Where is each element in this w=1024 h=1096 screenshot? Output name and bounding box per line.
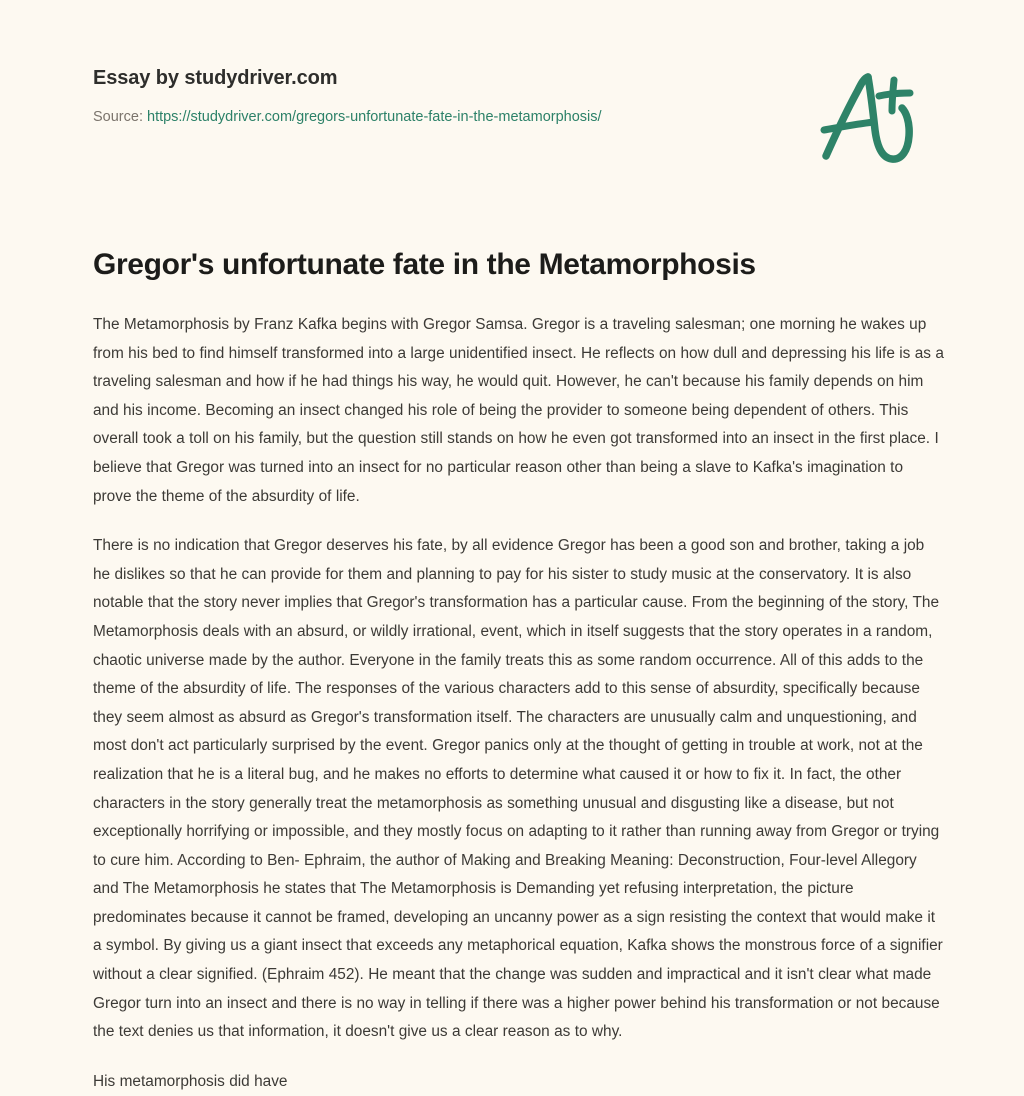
body-paragraph: There is no indication that Gregor deserves his fate, by all evidence Gregor has been a good son and brother, taking a job he dislikes so that he can provide for them and planning to pay for his sister to study music at the conservatory. It is also notable that the story never implies that Gregor's transformation has a particular cause. From the beginning of the story, The Metamorphosis deals with an absurd, or wildly irrational, event, which in itself suggests that the story operates in a random, chaotic universe made by the author. Everyone in the family treats this as some random occurrence. All of this adds to the theme of the absurdity of life. The responses of the various characters add to this sense of absurdity, specifically because they seem almost as absurd as Gregor's transformation itself. The characters are unusually calm and unquestioning, and most don't act particularly surprised by the event. Gregor panics only at the thought of getting in trouble at work, not at the realization that he is a literal bug, and he makes no efforts to determine what caused it or how to fix it. In fact, the other characters in the story generally treat the metamorphosis as something unusual and disgusting like a disease, but not exceptionally horrifying or impossible, and they mostly focus on adapting to it rather than running away from Gregor or trying to cure him. According to Ben- Ephraim, the author of Making and Breaking Meaning: Deconstruction, Four-level Allegory and The Metamorphosis he states that The Metamorphosis is Demanding yet refusing interpretation, the picture predominates because it cannot be framed, developing an uncanny power as a sign resisting the context that would make it a symbol. By giving us a giant insect that exceeds any metaphorical equation, Kafka shows the monstrous force of a signifier without a clear signified. (Ephraim 452). He meant that the change was sudden and impractical and it isn't clear what made Gregor turn into an insect and there is no way in telling if there was a higher power behind his transformation or not because the text denies us that information, it doesn't give us a clear reason as to why. — [93, 537, 943, 1041]
body-paragraph: His metamorphosis did have — [93, 1072, 288, 1090]
document-body — [93, 311, 945, 1096]
page-title: Gregor's unfortunate fate in the Metamorphosis — [93, 248, 756, 281]
a-plus-logo-icon — [812, 66, 924, 170]
a-plus-logo — [812, 66, 924, 170]
body-paragraph: The Metamorphosis by Franz Kafka begins with Gregor Samsa. Gregor is a traveling salesman; one morning he wakes up from his bed to find himself transformed into a large unidentified insect. He reflects on how dull and depressing his life is as a traveling salesman and how if he had things his way, he would quit. However, he can't because his family depends on him and his income. Becoming an insect changed his role of being the provider to someone being dependent of others. This overall took a toll on his family, but the question still stands on how he even got transformed into an insect in the first place. I believe that Gregor was turned into an insect for no particular reason other than being a slave to Kafka's imagination to prove the theme of the absurdity of life. — [93, 316, 944, 505]
source-url-link[interactable]: https://studydriver.com/gregors-unfortunate-fate-in-the-metamorphosis/ — [147, 109, 602, 125]
essay-byline: Essay by studydriver.com — [93, 67, 338, 89]
source-label: Source: — [93, 109, 147, 125]
